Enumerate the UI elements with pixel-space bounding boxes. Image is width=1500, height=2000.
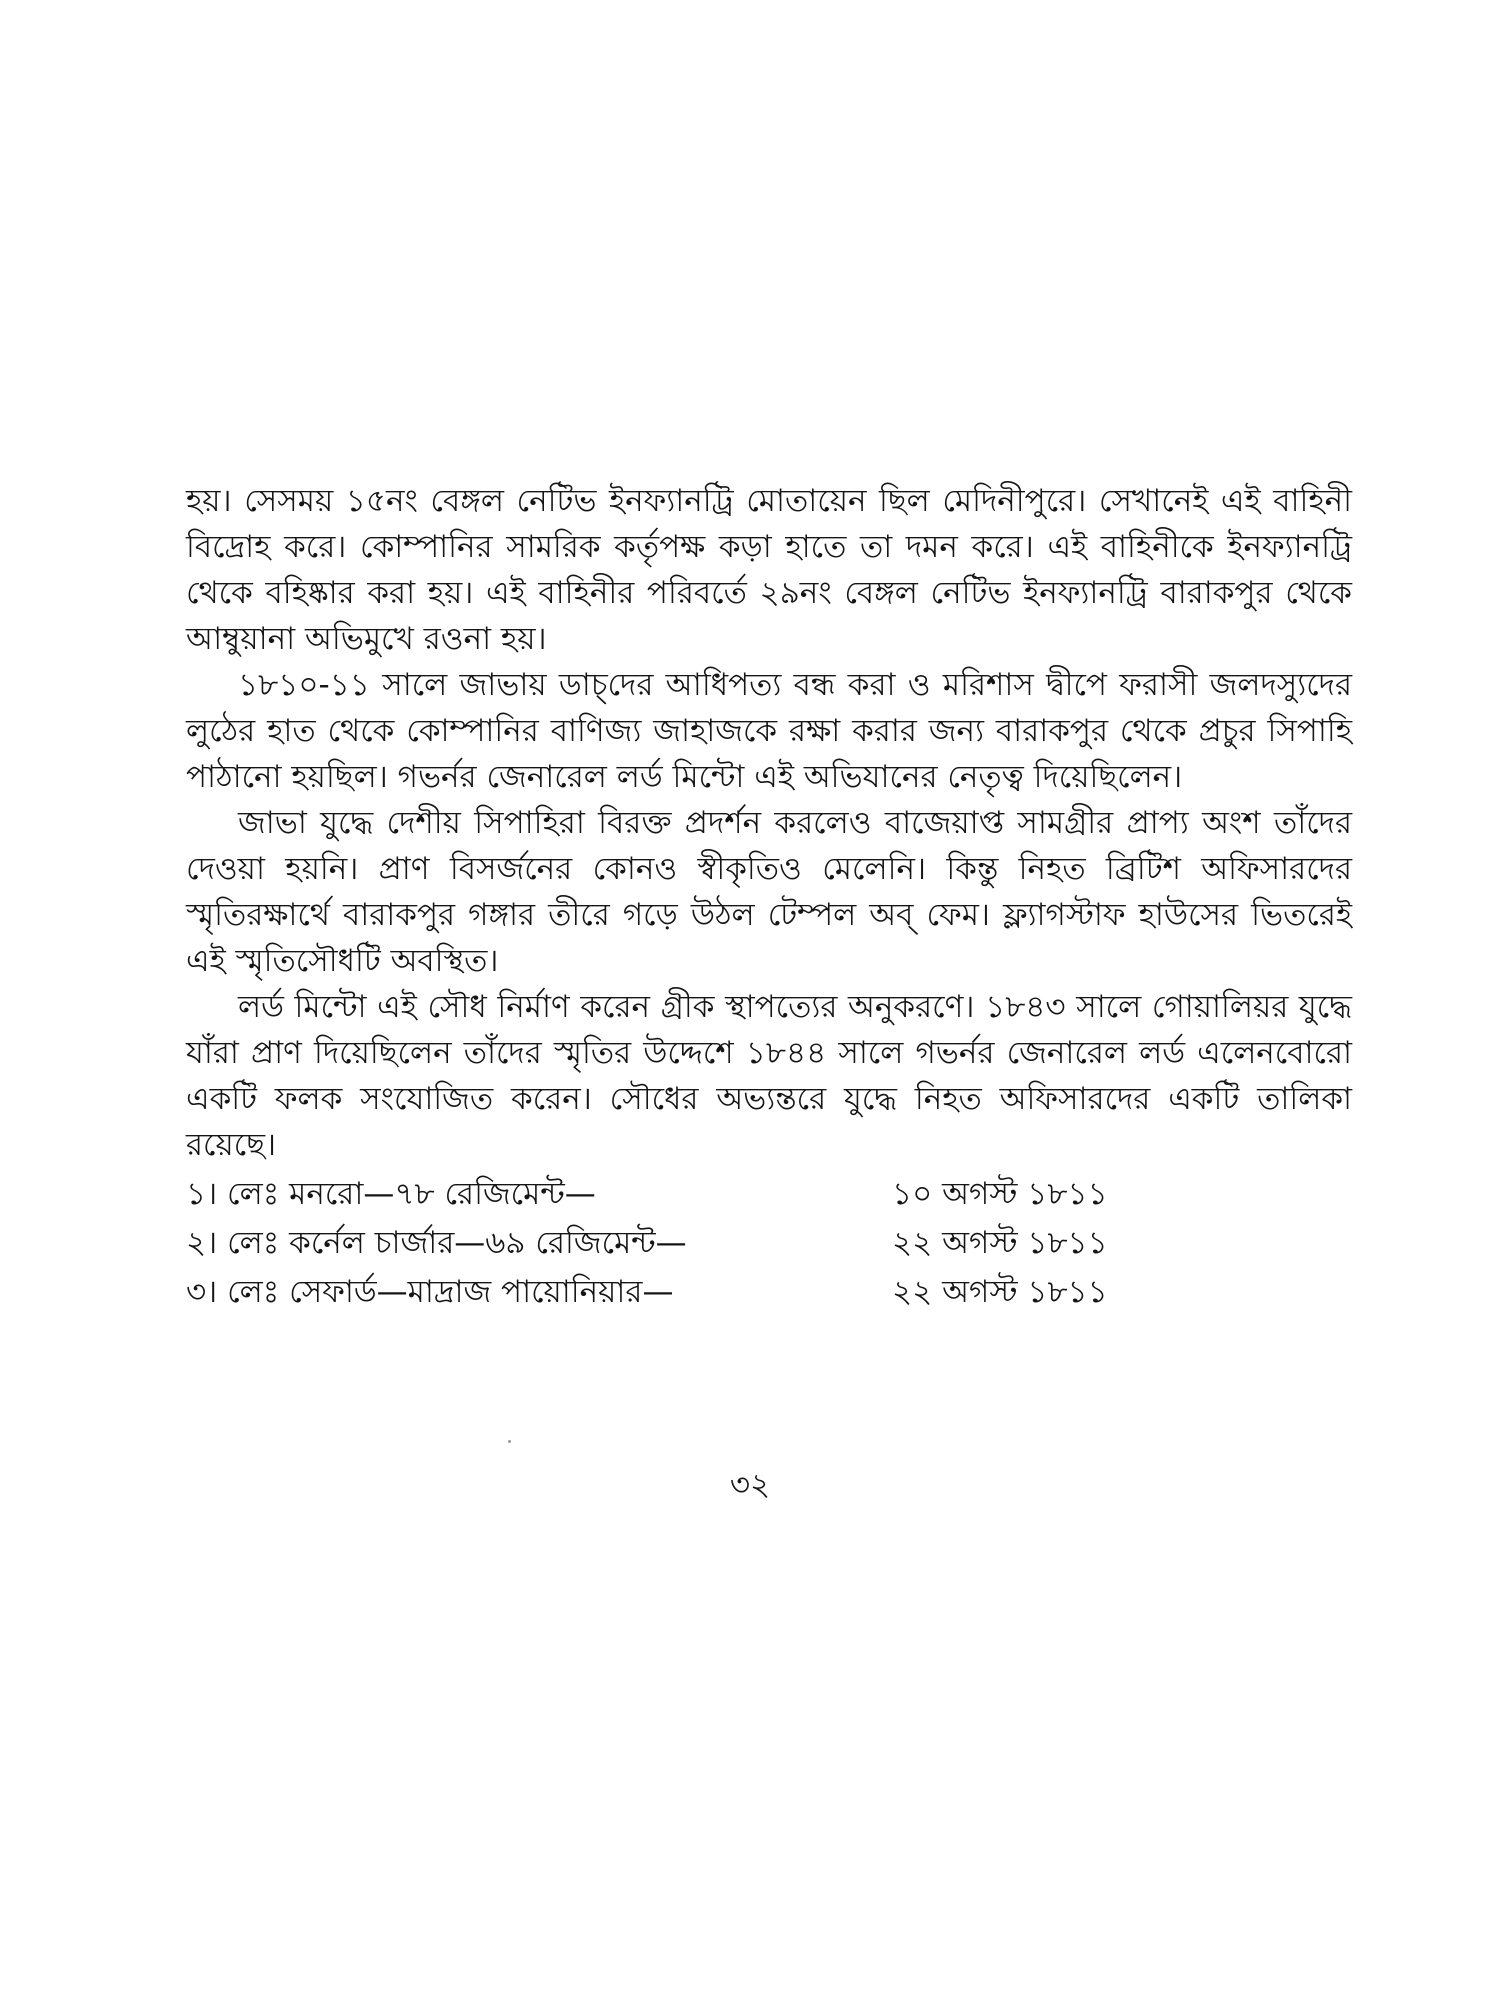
list-item (186, 1170, 1352, 1219)
officer-list (186, 1170, 1352, 1317)
officer-entry: ১। লেঃ মনরো—৭৮ রেজিমেন্ট— (186, 1176, 596, 1212)
print-speck (508, 1440, 511, 1443)
page-body (186, 478, 1352, 1317)
officer-entry: ৩। লেঃ সেফার্ড—মাদ্রাজ পায়োনিয়ার— (186, 1274, 674, 1310)
officer-date: ২২ অগস্ট ১৮১১ (892, 1274, 1108, 1310)
page-number: ৩২ (729, 1467, 771, 1503)
paragraph-2: ১৮১০-১১ সালে জাভায় ডাচ্‌দের আধিপত্য বন্ধ করা ও মরিশাস দ্বীপে ফরাসী জলদস্যুদের লুঠের হাত থেকে কোম্পানির বাণিজ্য জাহাজকে রক্ষা করার জন্য বারাকপুর থেকে প্রচুর সিপাহি পাঠানো হয়ছিল। গভর্নর জেনারেল লর্ড মিন্টো এই অভিযানের নেতৃত্ব দিয়েছিলেন। (186, 667, 1352, 795)
officer-date: ২২ অগস্ট ১৮১১ (892, 1225, 1108, 1261)
paragraph-4: লর্ড মিন্টো এই সৌধ নির্মাণ করেন গ্রীক স্থাপত্যের অনুকরণে। ১৮৪৩ সালে গোয়ালিয়র যুদ্ধে যাঁরা প্রাণ দিয়েছিলেন তাঁদের স্মৃতির উদ্দেশে ১৮৪৪ সালে গভর্নর জেনারেল লর্ড এলেনবোরো একটি ফলক সংযোজিত করেন। সৌধের অভ্যন্তরে যুদ্ধে নিহত অফিসারদের একটি তালিকা রয়েছে। (186, 989, 1352, 1163)
list-item (186, 1219, 1352, 1268)
officer-date: ১০ অগস্ট ১৮১১ (892, 1176, 1108, 1212)
paragraph-1: হয়। সেসময় ১৫নং বেঙ্গল নেটিভ ইনফ্যানট্রি মোতায়েন ছিল মেদিনীপুরে। সেখানেই এই বাহিনী বিদ্রোহ করে। কোম্পানির সামরিক কর্তৃপক্ষ কড়া হাতে তা দমন করে। এই বাহিনীকে ইনফ্যানট্রি থেকে বহিষ্কার করা হয়। এই বাহিনীর পরিবর্তে ২৯নং বেঙ্গল নেটিভ ইনফ্যানট্রি বারাকপুর থেকে আম্বুয়ানা অভিমুখে রওনা হয়। (186, 483, 1352, 657)
paragraph-3: জাভা যুদ্ধে দেশীয় সিপাহিরা বিরক্ত প্রদর্শন করলেও বাজেয়াপ্ত সামগ্রীর প্রাপ্য অংশ তাঁদের দেওয়া হয়নি। প্রাণ বিসর্জনের কোনও স্বীকৃতিও মেলেনি। কিন্তু নিহত ব্রিটিশ অফিসারদের স্মৃতিরক্ষার্থে বারাকপুর গঙ্গার তীরে গড়ে উঠল টেম্পল অব্‌ ফেম। ফ্ল্যাগস্টাফ হাউসের ভিতরেই এই স্মৃতিসৌধটি অবস্থিত। (186, 805, 1352, 979)
list-item (186, 1268, 1352, 1317)
officer-entry: ২। লেঃ কর্নেল চার্জার—৬৯ রেজিমেন্ট— (186, 1225, 687, 1261)
